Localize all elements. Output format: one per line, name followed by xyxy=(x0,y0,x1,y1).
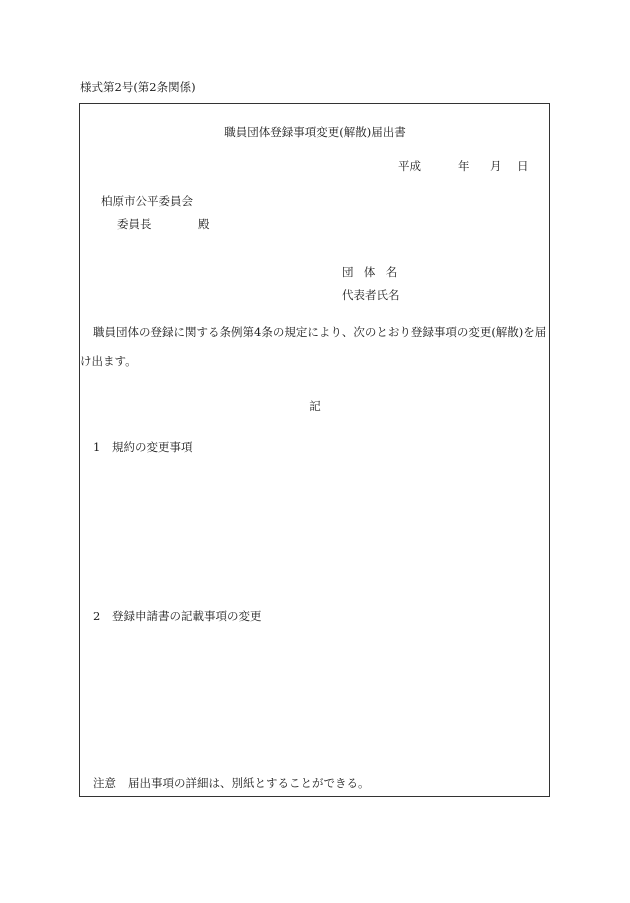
representative-name-label: 代表者氏名 xyxy=(342,288,400,302)
body-text-line-1: 職員団体の登録に関する条例第4条の規定により、次のとおり登録事項の変更(解散)を届 xyxy=(93,325,547,339)
addressee-organization: 柏原市公平委員会 xyxy=(101,194,193,208)
date-year: 年 xyxy=(458,159,470,173)
document-title: 職員団体登録事項変更(解散)届出書 xyxy=(224,125,406,139)
item-2-label: 登録申請書の記載事項の変更 xyxy=(112,609,262,623)
item-1-label: 規約の変更事項 xyxy=(112,440,193,454)
body-text-line-2: け出ます。 xyxy=(80,354,137,368)
item-2-number: 2 xyxy=(93,609,101,623)
date-month: 月 xyxy=(490,159,502,173)
date-day: 日 xyxy=(517,159,529,173)
date-era: 平成 xyxy=(398,159,421,173)
ki-heading: 記 xyxy=(309,399,321,413)
addressee-honorific: 殿 xyxy=(198,217,210,231)
organization-name-label: 団体名 xyxy=(342,265,408,279)
item-1-number: 1 xyxy=(93,440,101,454)
note-label: 注意 xyxy=(93,776,116,790)
form-number-label: 様式第2号(第2条関係) xyxy=(80,80,196,94)
addressee-title: 委員長 xyxy=(117,217,152,231)
note-text: 届出事項の詳細は、別紙とすることができる。 xyxy=(128,776,370,790)
